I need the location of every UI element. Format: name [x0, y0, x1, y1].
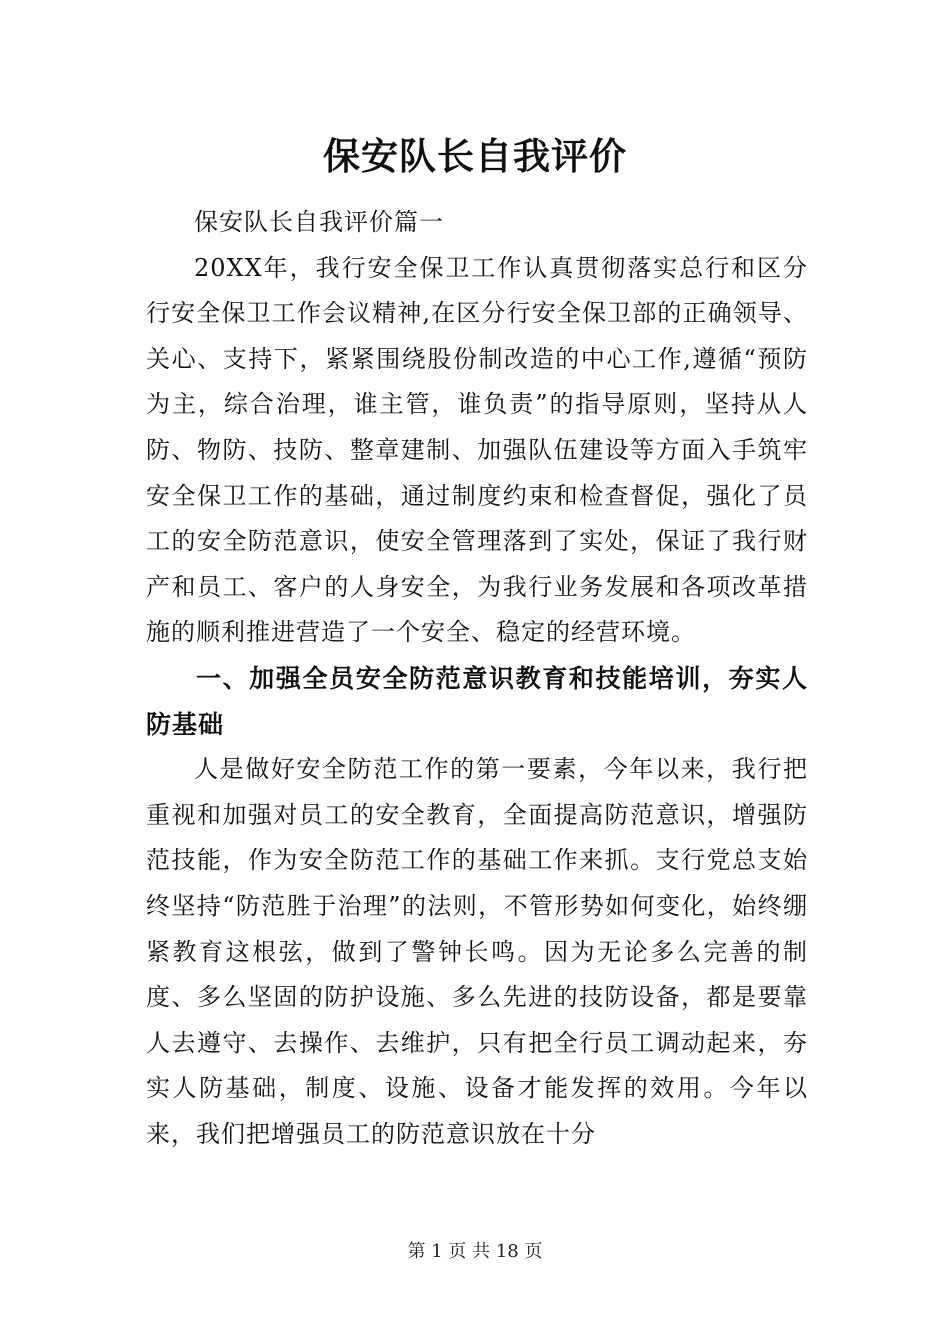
document-title: 保安队长自我评价	[323, 135, 627, 178]
paragraph-subtitle: 保安队长自我评价篇一	[194, 208, 444, 236]
paragraph-intro: 20XX年，我行安全保卫工作认真贯彻落实总行和区分行安全保卫工作会议精神,在区分行安全保卫部的正确领导、关心、支持下，紧紧围绕股份制改造的中心工作,遵循“预防为主，综合治理，谁主管，谁负责”的指导原则，坚持从人防、物防、技防、整章建制、加强队伍建设等方面入手筑牢安全保卫工作的基础，通过制度约束和检查督促，强化了员工的安全防范意识，使安全管理落到了实处，保证了我行财产和员工、客户的人身安全，为我行业务发展和各项改革措施的顺利推进营造了一个安全、稳定的经营环境。	[146, 253, 808, 647]
document-body	[146, 200, 808, 1157]
page-number-footer: 第 1 页 共 18 页	[407, 1241, 543, 1262]
section-heading: 一、加强全员安全防范意识教育和技能培训，夯实人防基础	[146, 663, 808, 739]
paragraph-section-body: 人是做好安全防范工作的第一要素，今年以来，我行把重视和加强对员工的安全教育，全面提高防范意识，增强防范技能，作为安全防范工作的基础工作来抓。支行党总支始终坚持“防范胜于治理”的法则，不管形势如何变化，始终绷紧教育这根弦，做到了警钟长鸣。因为无论多么完善的制度、多么坚固的防护设施、多么先进的技防设备，都是要靠人去遵守、去操作、去维护，只有把全行员工调动起来，夯实人防基础，制度、设施、设备才能发挥的效用。今年以来，我们把增强员工的防范意识放在十分	[146, 755, 808, 1148]
